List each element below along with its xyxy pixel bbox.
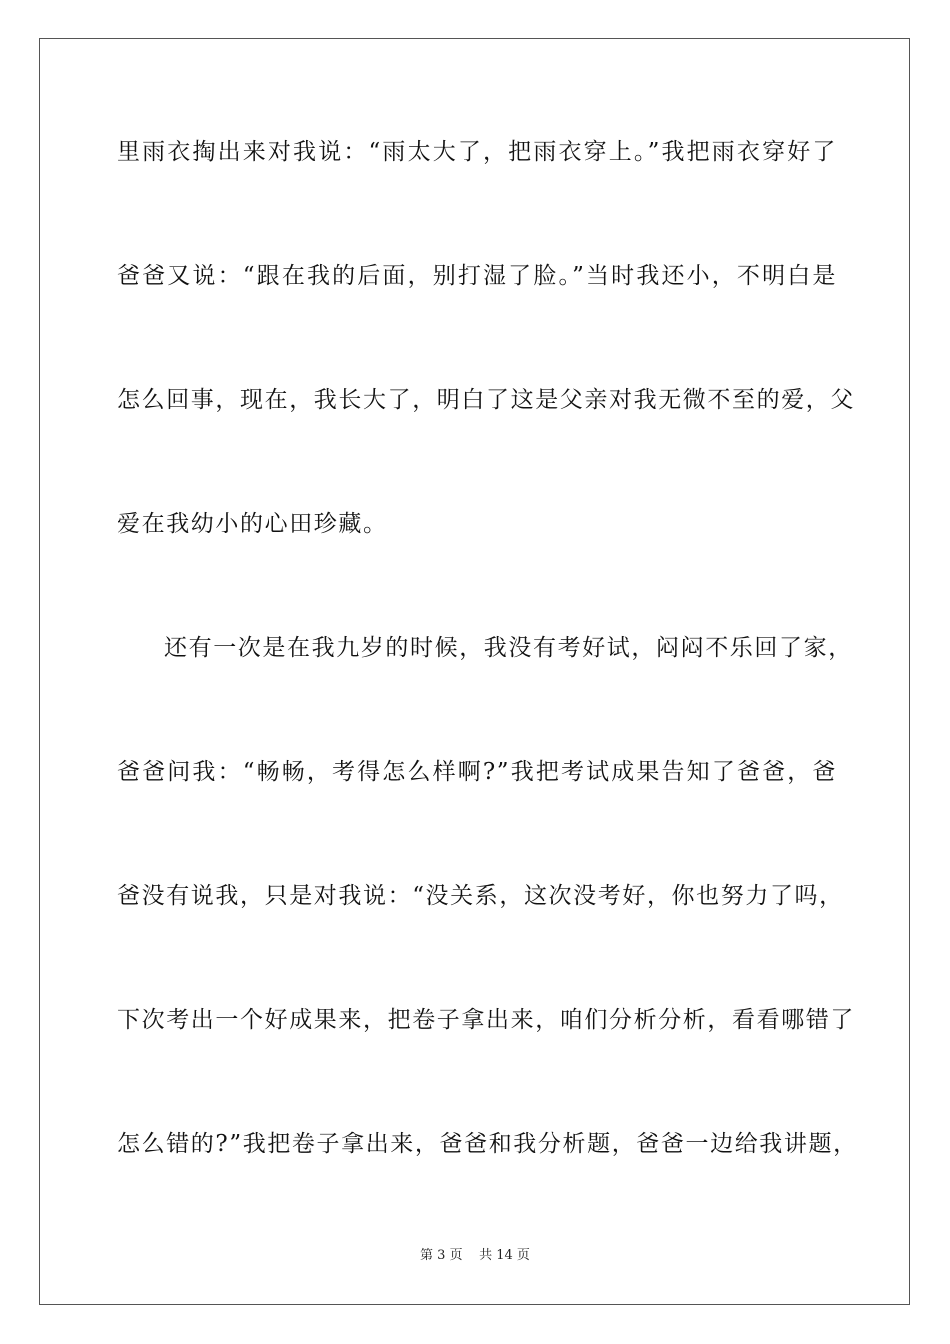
paragraph-line-1: 里雨衣掏出来对我说：“雨太大了，把雨衣穿上。”我把雨衣穿好了	[117, 139, 837, 165]
page-total: 共 14 页	[479, 1248, 530, 1263]
page-footer	[0, 1247, 950, 1265]
page-number: 第 3 页	[420, 1248, 463, 1263]
page-border	[39, 38, 910, 1305]
paragraph-line-3: 怎么回事，现在，我长大了，明白了这是父亲对我无微不至的爱，父	[117, 387, 855, 413]
paragraph-line-2: 爸爸又说：“跟在我的后面，别打湿了脸。”当时我还小，不明白是	[117, 263, 837, 289]
paragraph-line-6: 爸爸问我：“畅畅，考得怎么样啊?”我把考试成果告知了爸爸，爸	[117, 759, 837, 785]
paragraph-line-4: 爱在我幼小的心田珍藏。	[117, 511, 388, 537]
paragraph-line-9: 怎么错的?”我把卷子拿出来，爸爸和我分析题，爸爸一边给我讲题，	[117, 1131, 858, 1157]
paragraph-line-8: 下次考出一个好成果来，把卷子拿出来，咱们分析分析，看看哪错了	[117, 1007, 855, 1033]
paragraph-line-5: 还有一次是在我九岁的时候，我没有考好试，闷闷不乐回了家，	[164, 635, 853, 661]
paragraph-line-7: 爸没有说我，只是对我说：“没关系，这次没考好，你也努力了吗，	[117, 883, 844, 909]
